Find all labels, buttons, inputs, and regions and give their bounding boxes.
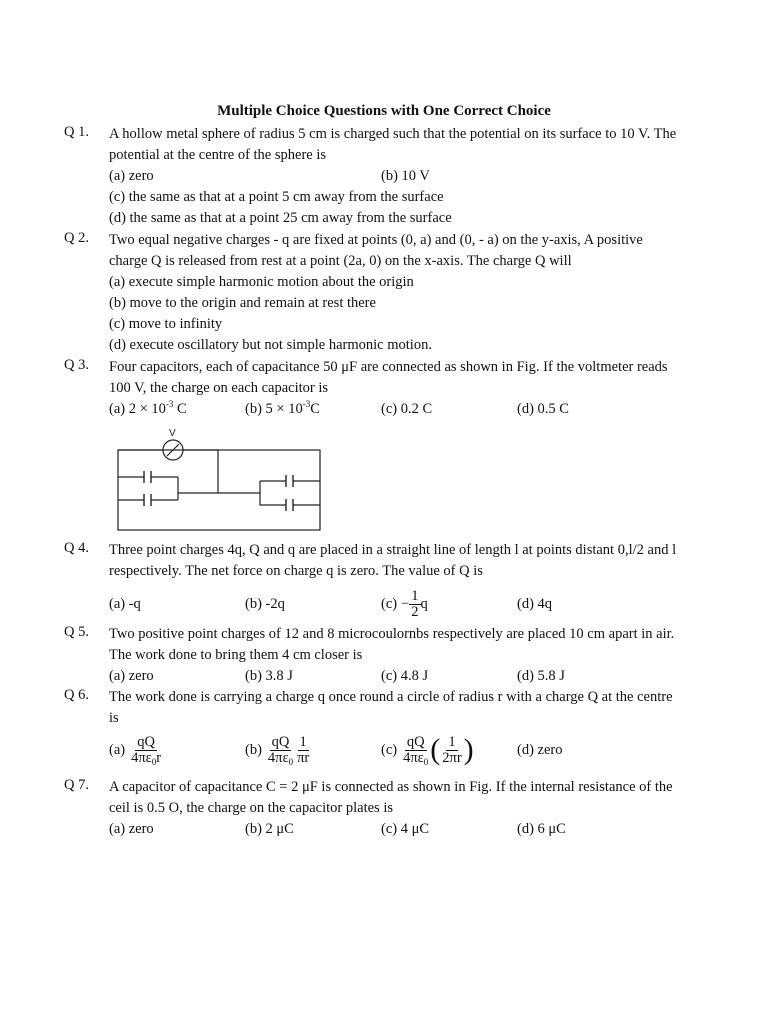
- question-number: Q 3.: [64, 357, 89, 373]
- question-body: [109, 777, 709, 840]
- question-number: Q 5.: [64, 624, 89, 640]
- question-text: The work done to bring them 4 cm closer is: [109, 647, 363, 663]
- option-b: (b) 2 μC: [245, 821, 294, 837]
- question-text: A hollow metal sphere of radius 5 cm is charged such that the potential on its surface to 10 V. The: [109, 126, 677, 142]
- question-text: charge Q is released from rest at a point (2a, 0) on the x-axis. The charge Q will: [109, 253, 572, 269]
- option-d: (d) execute oscillatory but not simple harmonic motion.: [109, 337, 432, 353]
- option-c: (c) 4.8 J: [381, 668, 429, 684]
- option-a: (a) execute simple harmonic motion about the origin: [109, 274, 414, 290]
- question-text: ceil is 0.5 O, the charge on the capacitor plates is: [109, 800, 393, 816]
- options-row: [109, 730, 709, 770]
- question-text: 100 V, the charge on each capacitor is: [109, 380, 329, 396]
- question-text: potential at the centre of the sphere is: [109, 147, 327, 163]
- question-text: The work done is carrying a charge q once round a circle of radius r with a charge Q at the centre: [109, 689, 673, 705]
- options-row: [109, 819, 709, 840]
- option-b: (b) -2q: [245, 595, 285, 612]
- question-text: is: [109, 710, 119, 726]
- question-text: Two equal negative charges - q are fixed at points (0, a) and (0, - a) on the y-axis, A positive: [109, 232, 643, 248]
- option-a: (a) $2 \times 10^{-3}$ C: [109, 399, 187, 417]
- question-body: [109, 687, 709, 770]
- question-body: [109, 624, 709, 687]
- question-number: Q 1.: [64, 124, 89, 140]
- question-text: Two positive point charges of 12 and 8 microcoulornbs respectively are placed 10 cm apart in air.: [109, 626, 675, 642]
- option-b: (b) 10 V: [381, 168, 430, 184]
- question-number: Q 2.: [64, 230, 89, 246]
- question-number: Q 7.: [64, 777, 89, 793]
- question-number: Q 4.: [64, 540, 89, 556]
- question-body: [109, 357, 709, 420]
- option-d: (d) 5.8 J: [517, 668, 565, 684]
- options-row: [109, 666, 709, 687]
- option-a: (a) -q: [109, 595, 141, 612]
- option-d: (d) zero: [517, 741, 563, 758]
- circuit-figure: [110, 425, 330, 535]
- option-b: (b) $\frac{qQ}{4\pi\varepsilon_0}$ $\frac{1}{\pi r}$: [245, 733, 310, 767]
- option-a: (a) zero: [109, 668, 154, 684]
- option-a: (a) $\frac{qQ}{4\pi\varepsilon_0r}$: [109, 733, 162, 767]
- option-c: (c) the same as that at a point 5 cm away from the surface: [109, 189, 444, 205]
- question-number: Q 6.: [64, 687, 89, 703]
- question-text: Four capacitors, each of capacitance 50 μF are connected as shown in Fig. If the voltmeter reads: [109, 359, 668, 375]
- option-d: (d) 4q: [517, 595, 553, 612]
- question-text: Three point charges 4q, Q and q are placed in a straight line of length l at points distant 0,l/2 and l: [109, 542, 677, 558]
- option-a: (a) zero: [109, 168, 154, 184]
- question-text: respectively. The net force on charge q is zero. The value of Q is: [109, 563, 483, 579]
- circuit-wire: [118, 450, 320, 530]
- option-c: (c) − $\frac{1}{2}$ q: [381, 587, 428, 620]
- option-d: (d) 0.5 C: [517, 401, 569, 417]
- page-title: Multiple Choice Questions with One Correct Choice: [217, 103, 551, 119]
- option-c: (c) 4 μC: [381, 821, 430, 837]
- question-text: A capacitor of capacitance C = 2 μF is connected as shown in Fig. If the internal resistance of the: [109, 779, 673, 795]
- options-row: [109, 399, 709, 420]
- option-d: (d) the same as that at a point 25 cm away from the surface: [109, 210, 452, 226]
- question-body: [109, 124, 709, 229]
- voltmeter-label: V: [169, 428, 176, 439]
- option-a: (a) zero: [109, 821, 154, 837]
- option-b: (b) $5 \times 10^{-3}C$: [245, 399, 320, 417]
- option-c: (c) 0.2 C: [381, 401, 433, 417]
- question-body: [109, 230, 709, 356]
- options-row: [109, 166, 709, 187]
- options-row: [109, 584, 709, 624]
- question-body: [109, 540, 709, 624]
- option-c: (c) move to infinity: [109, 316, 223, 332]
- option-d: (d) 6 μC: [517, 821, 566, 837]
- option-b: (b) 3.8 J: [245, 668, 293, 684]
- option-c: (c) $\frac{qQ}{4\pi\varepsilon_0}$ ( $\frac{1}{2\pi r}$ ): [381, 733, 474, 767]
- option-b: (b) move to the origin and remain at rest there: [109, 295, 376, 311]
